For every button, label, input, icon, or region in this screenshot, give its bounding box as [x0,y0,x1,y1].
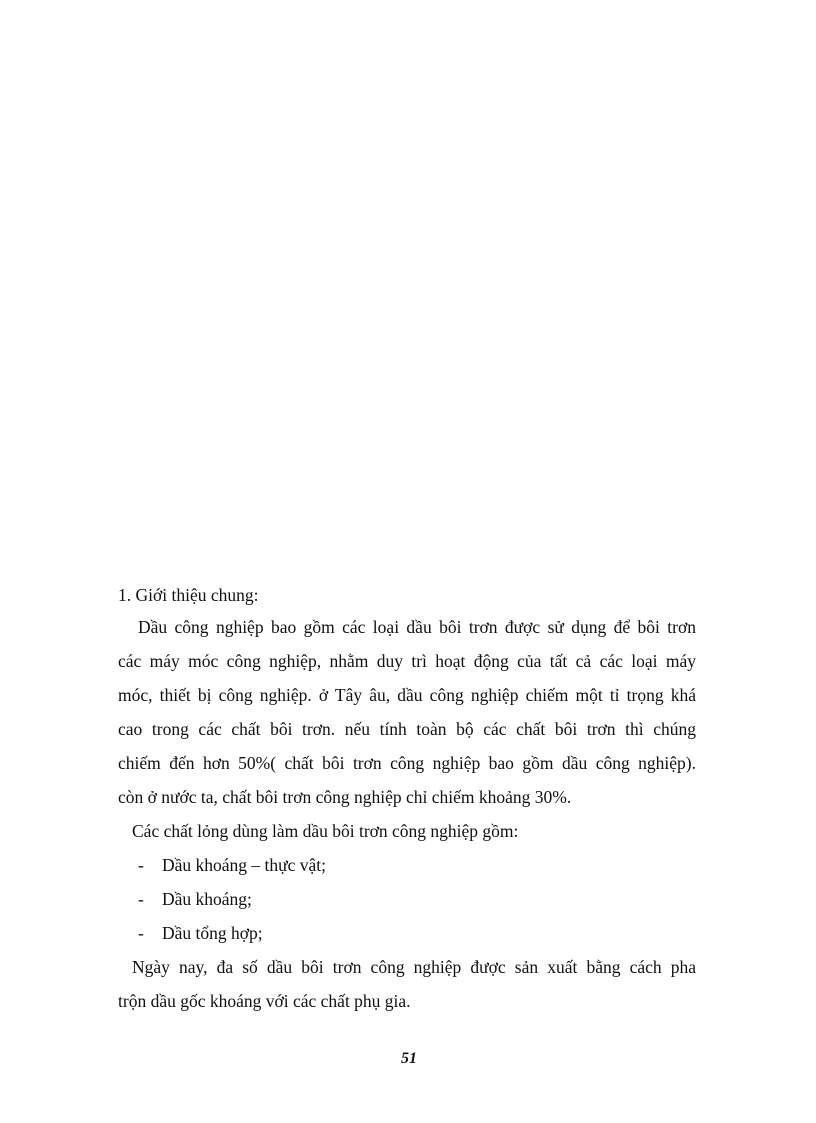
bullet-dash: - [138,889,144,909]
paragraph-line: còn ở nước ta, chất bôi trơn công nghiệp chỉ chiếm khoảng 30%. [118,787,572,807]
paragraph-line: chiếm đến hơn 50%( chất bôi trơn công nghiệp bao gồm dầu công nghiệp). [118,753,696,773]
bullet-dash: - [138,855,144,875]
paragraph-line: Dầu công nghiệp bao gồm các loại dầu bôi trơn được sử dụng để bôi trơn [138,617,696,637]
list-item [118,848,696,882]
list-item-text: Dầu khoáng – thực vật; [162,855,327,875]
paragraph-line: các máy móc công nghiệp, nhằm duy trì hoạt động của tất cả các loại máy [118,651,696,671]
closing-line: trộn dầu gốc khoáng với các chất phụ gia. [118,991,411,1011]
list-item-text: Dầu tổng hợp; [162,923,263,943]
paragraph-line: cao trong các chất bôi trơn. nếu tính toàn bộ các chất bôi trơn thì chúng [118,719,696,739]
page-number: 51 [401,1050,417,1067]
bullet-dash: - [138,923,144,943]
page-content [118,580,696,1018]
list-intro: Các chất lỏng dùng làm dầu bôi trơn công nghiệp gồm: [132,821,519,841]
list-item [118,882,696,916]
closing-line: Ngày nay, đa số dầu bôi trơn công nghiệp được sản xuất bằng cách pha [132,957,696,977]
paragraph-line: móc, thiết bị công nghiệp. ở Tây âu, dầu công nghiệp chiếm một tỉ trọng khá [118,685,696,705]
list-item [118,916,696,950]
section-heading: 1. Giới thiệu chung: [118,585,259,605]
list-item-text: Dầu khoáng; [162,889,252,909]
